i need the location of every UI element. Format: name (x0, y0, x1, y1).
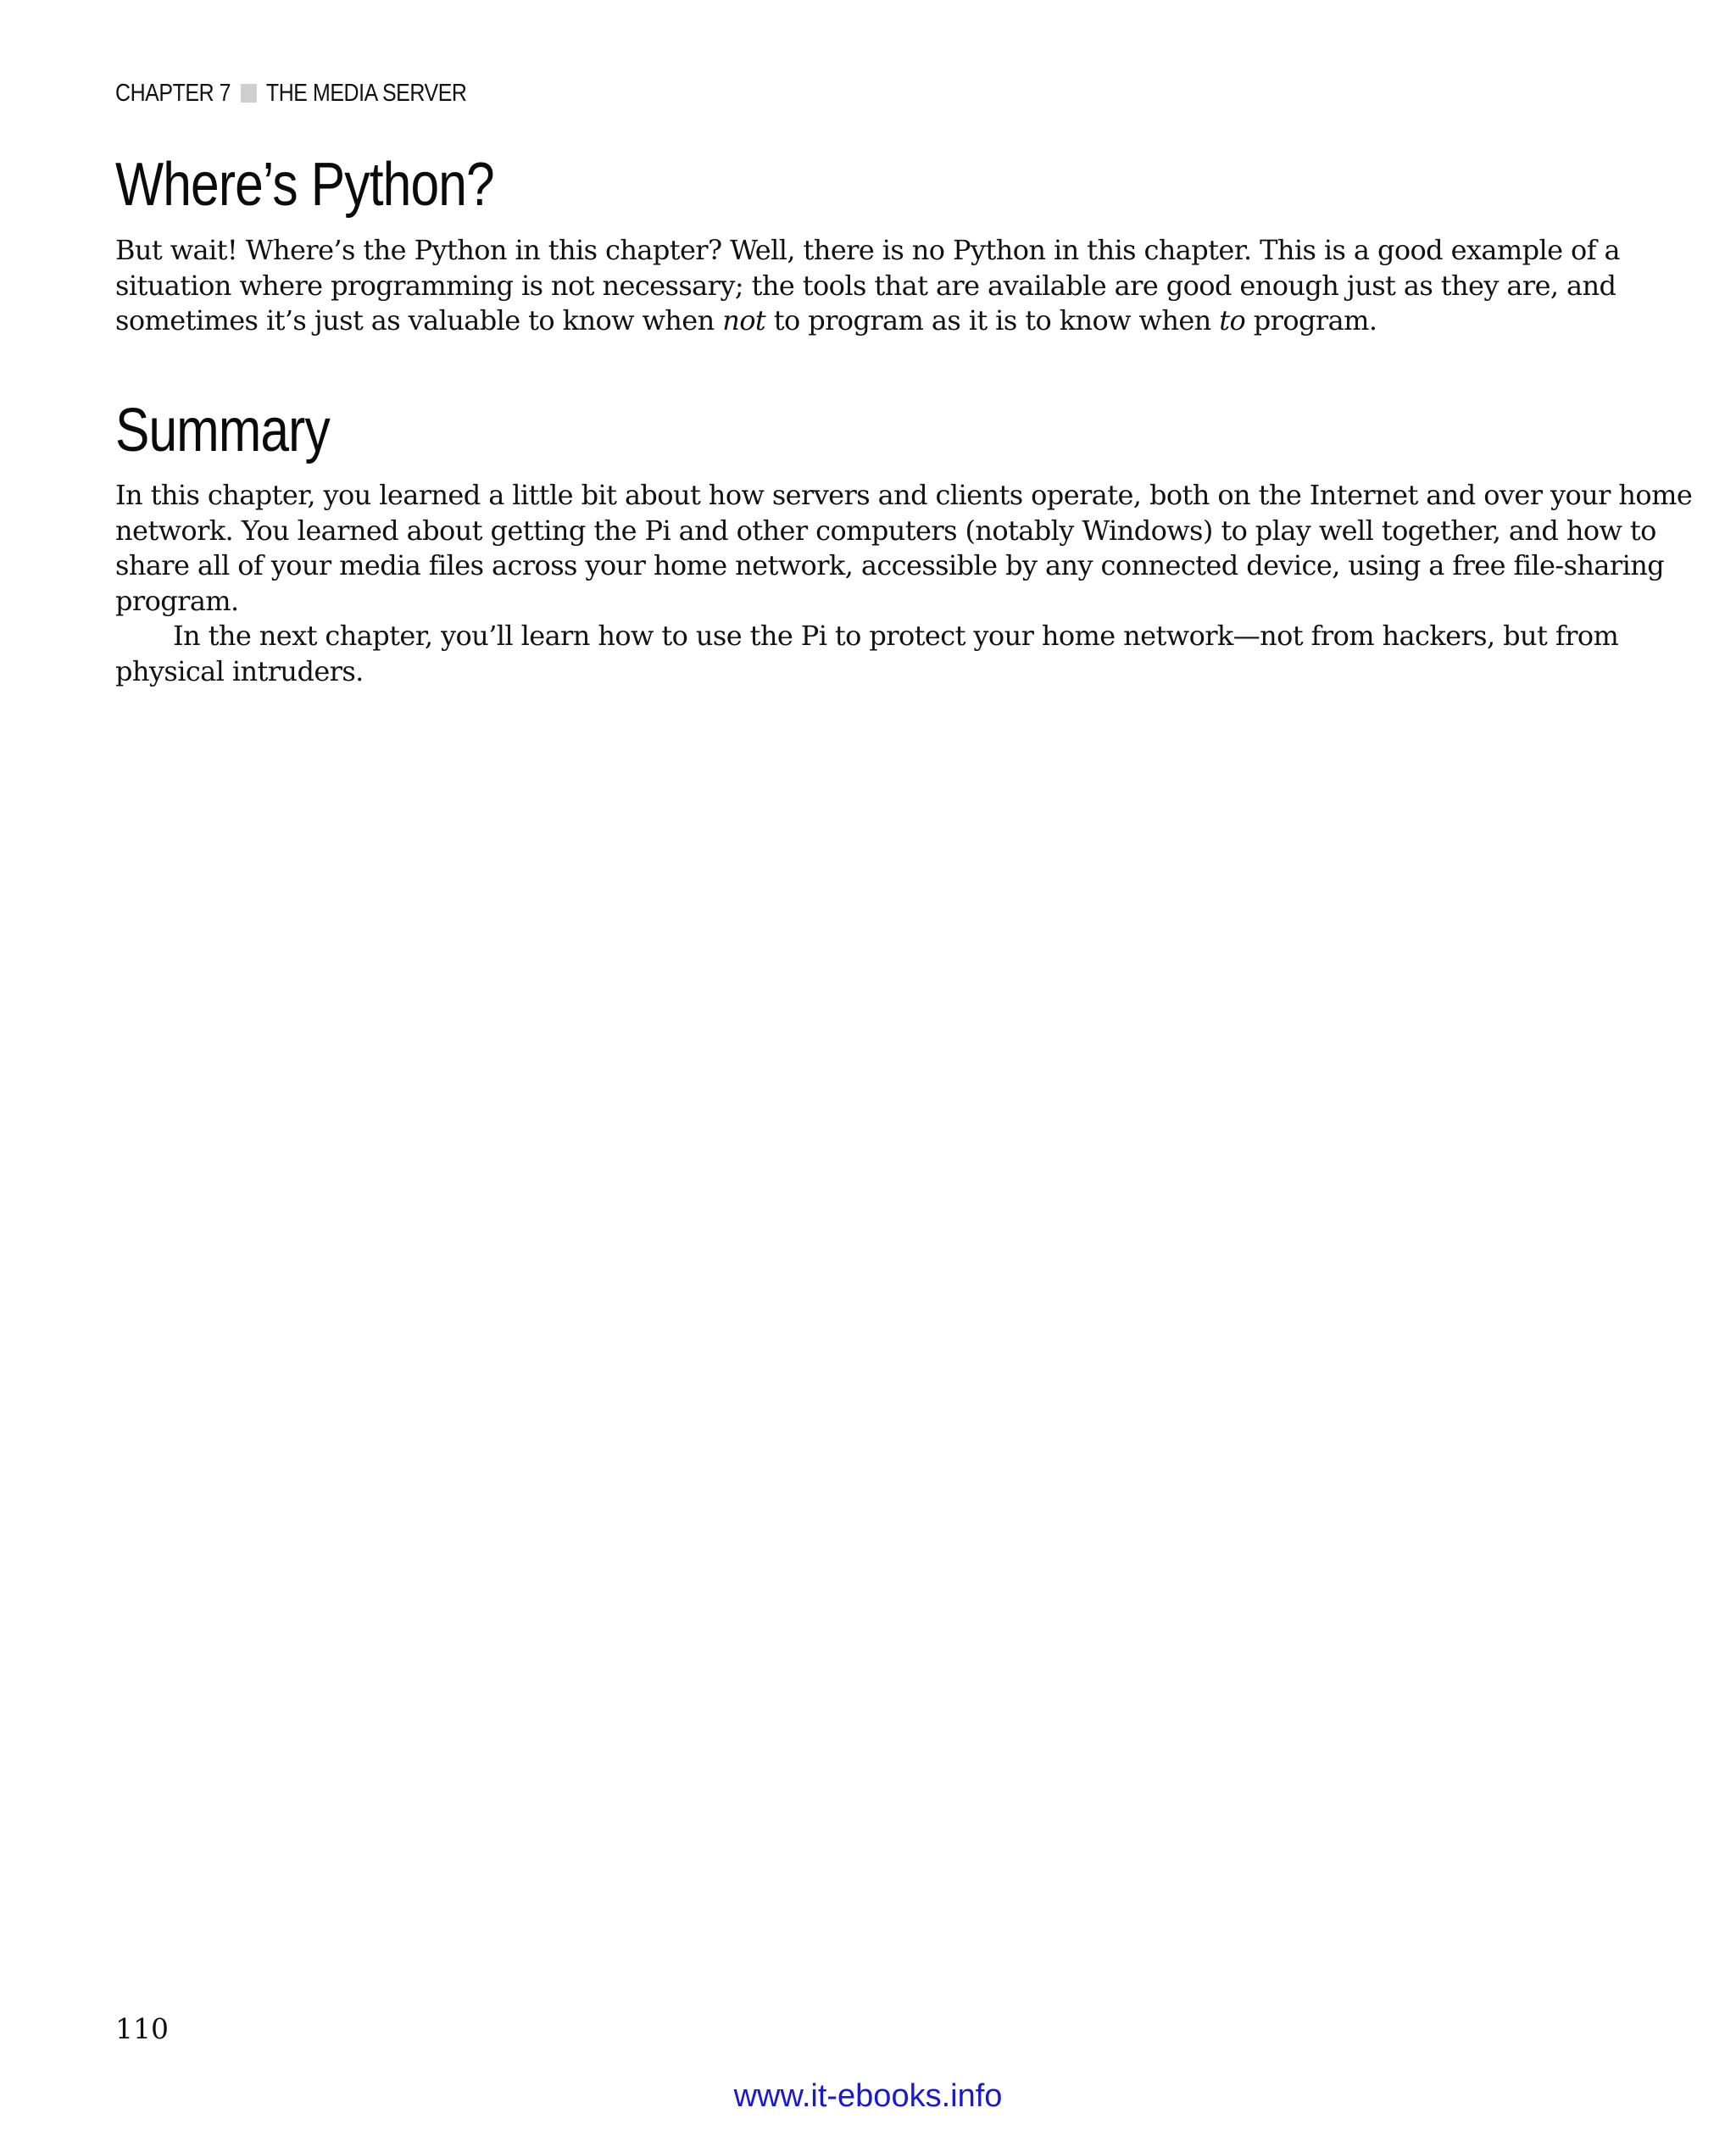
text-run: sometimes it’s just as valuable to know when (115, 304, 723, 337)
text-line: program. (115, 584, 239, 617)
text-run: program. (1245, 304, 1377, 337)
page-number: 110 (115, 2012, 169, 2045)
text-line: In the next chapter, you’ll learn how to use the Pi to protect your home network—not from hackers, but from (173, 620, 1619, 653)
text-line: physical intruders. (115, 654, 364, 687)
text-line: network. You learned about getting the Pi and other computers (notably Windows) to play well together, and how to (115, 514, 1656, 547)
section-heading-wheres-python: Where’s Python? (115, 151, 494, 219)
text-run: to program as it is to know when (765, 304, 1220, 337)
text-line (115, 303, 1573, 339)
text-line: share all of your media files across your home network, accessible by any connected device, using a free file-sharing (115, 549, 1665, 582)
text-line: But wait! Where’s the Python in this chapter? Well, there is no Python in this chapter. This is a good example of a (115, 234, 1621, 266)
emphasis-not: not (722, 304, 766, 337)
text-line: In this chapter, you learned a little bit about how servers and clients operate, both on the Internet and over your home (115, 479, 1693, 511)
running-head (115, 80, 466, 108)
separator-square (241, 84, 257, 103)
paragraph-wheres-python (115, 233, 1621, 339)
section-heading-summary: Summary (115, 397, 330, 464)
paragraph-summary (115, 478, 1693, 690)
text-line: situation where programming is not necessary; the tools that are available are good enough just as they are, and (115, 269, 1616, 302)
source-link[interactable]: www.it-ebooks.info (733, 2078, 1003, 2114)
chapter-title: THE MEDIA SERVER (265, 80, 467, 107)
chapter-label: CHAPTER 7 (115, 80, 231, 107)
emphasis-to: to (1219, 304, 1246, 337)
